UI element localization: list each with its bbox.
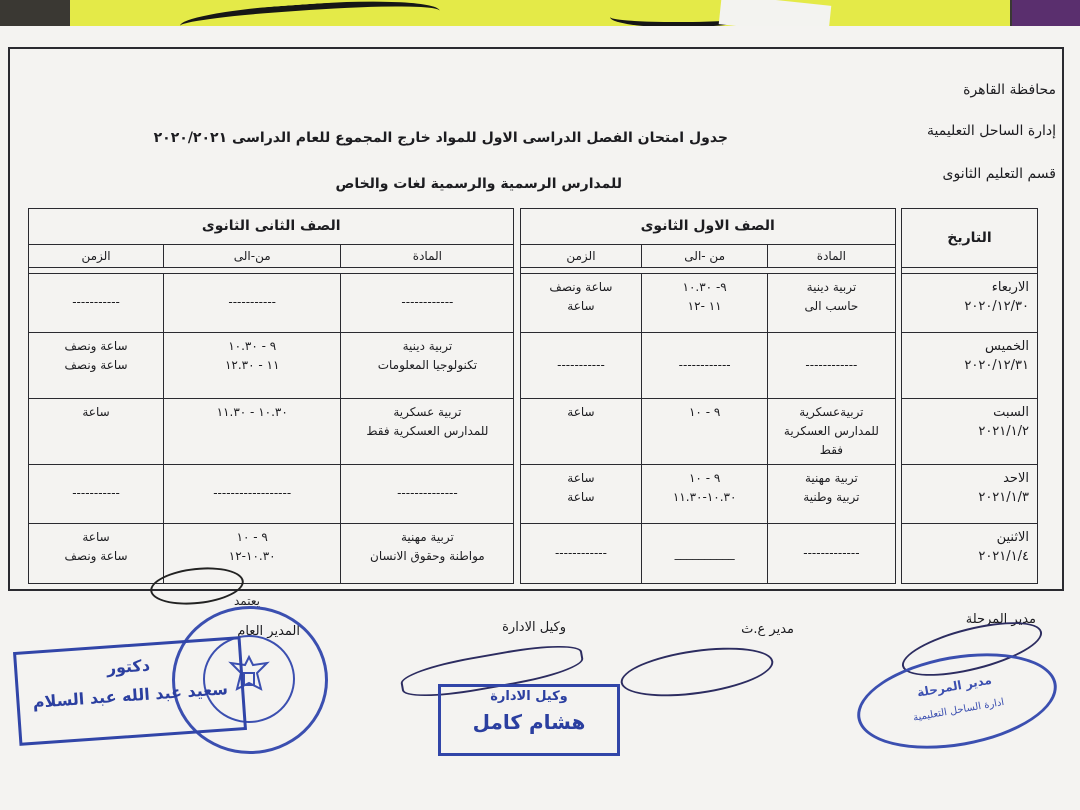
g1-subject-cell: تربية دينية حاسب الى [768,274,896,332]
g2-time-header: من-الى [164,245,341,268]
g2-subject-cell: ------------ [341,274,514,332]
g2-subject-cell: تربية مهنية مواطنة وحقوق الانسان [341,523,514,583]
date-column-header: التاريخ [901,209,1037,268]
stamp-text: مدير المرحلة [916,672,993,700]
g1-time-cell: __________ [642,523,768,583]
g2-subject-header: المادة [341,245,514,268]
g1-duration-header: الزمن [520,245,642,268]
page-title: جدول امتحان الفصل الدراسى الاول للمواد خارج المجموع للعام الدراسى ٢٠٢٠/٢٠٢١ [153,130,728,146]
g1-time-header: من -الى [642,245,768,268]
approval-note: يعتمد [234,594,260,608]
administration-label: إدارة الساحل التعليمية [927,123,1056,139]
stamp-text: ادارة الساحل التعليمية [912,696,1005,724]
stamp-text: هشام كامل [472,710,586,734]
g2-duration-cell: ----------- [29,465,164,523]
g1-subject-cell: ------------- [768,523,896,583]
g2-subject-cell: -------------- [341,465,514,523]
stage-manager-label: مدير المرحلة [965,612,1036,627]
g2-duration-cell: ساعة [29,398,164,464]
grade2-header: الصف الثانى الثانوى [29,209,514,245]
page-subtitle: للمدارس الرسمية والرسمية لغات والخاص [335,176,622,192]
day-cell: الاثنين ٢٠٢١/١/٤ [901,523,1037,583]
general-ed-manager-label: مدير ع.ث [741,622,794,637]
g2-subject-cell: تربية عسكرية للمدارس العسكرية فقط [341,398,514,464]
g1-subject-cell: تربية مهنية تربية وطنية [768,465,896,523]
stamp-text: وكيل الادارة [490,689,568,704]
stamp-text: دكتور [106,655,151,678]
g2-duration-cell: ساعة ونصف ساعة ونصف [29,332,164,398]
director-label: المدير العام [237,624,300,639]
deputy-admin-label: وكيل الادارة [502,620,566,635]
g2-duration-cell: ----------- [29,274,164,332]
g1-duration-cell: ------------ [520,523,642,583]
g2-duration-header: الزمن [29,245,164,268]
g1-subject-cell: ------------ [768,332,896,398]
day-cell: السبت ٢٠٢١/١/٢ [901,398,1037,464]
table-row [29,274,1038,332]
g1-time-cell: ٩ - ١٠ ١٠.٣٠-١١.٣٠ [642,465,768,523]
g1-time-cell: ٩ - ١٠ [642,398,768,464]
g1-duration-cell: ساعة ونصف ساعة [520,274,642,332]
g1-subject-header: المادة [768,245,896,268]
g2-time-cell: ----------- [164,274,341,332]
day-cell: الاربعاء ٢٠٢٠/١٢/٣٠ [901,274,1037,332]
table-row [29,332,1038,398]
g1-time-cell: ٩- ١٠.٣٠ ١١ -١٢ [642,274,768,332]
stamp-text: سعيد عبد الله عبد السلام [32,679,229,712]
g1-duration-cell: ساعة ساعة [520,465,642,523]
g1-time-cell: ------------ [642,332,768,398]
g1-duration-cell: ----------- [520,332,642,398]
g2-time-cell: ٩ - ١٠ ١٠.٣٠-١٢ [164,523,341,583]
table-row [29,398,1038,464]
deputy-stamp [438,684,620,756]
day-cell: الاحد ٢٠٢١/١/٣ [901,465,1037,523]
director-stamp [13,636,247,746]
g1-duration-cell: ساعة [520,398,642,464]
g2-time-cell: ٩ - ١٠.٣٠ ١١ - ١٢.٣٠ [164,332,341,398]
g1-subject-cell: تربيةعسكرية للمدارس العسكرية فقط [768,398,896,464]
table-row [29,465,1038,523]
exam-schedule-table [28,208,1038,584]
department-label: قسم التعليم الثانوى [942,166,1056,182]
day-cell: الخميس ٢٠٢٠/١٢/٣١ [901,332,1037,398]
g2-time-cell: ------------------ [164,465,341,523]
g2-subject-cell: تربية دينية تكنولوجيا المعلومات [341,332,514,398]
g2-time-cell: ١٠.٣٠ - ١١.٣٠ [164,398,341,464]
grade1-header: الصف الاول الثانوى [520,209,895,245]
g2-duration-cell: ساعة ساعة ونصف [29,523,164,583]
governorate-label: محافظة القاهرة [963,82,1056,98]
